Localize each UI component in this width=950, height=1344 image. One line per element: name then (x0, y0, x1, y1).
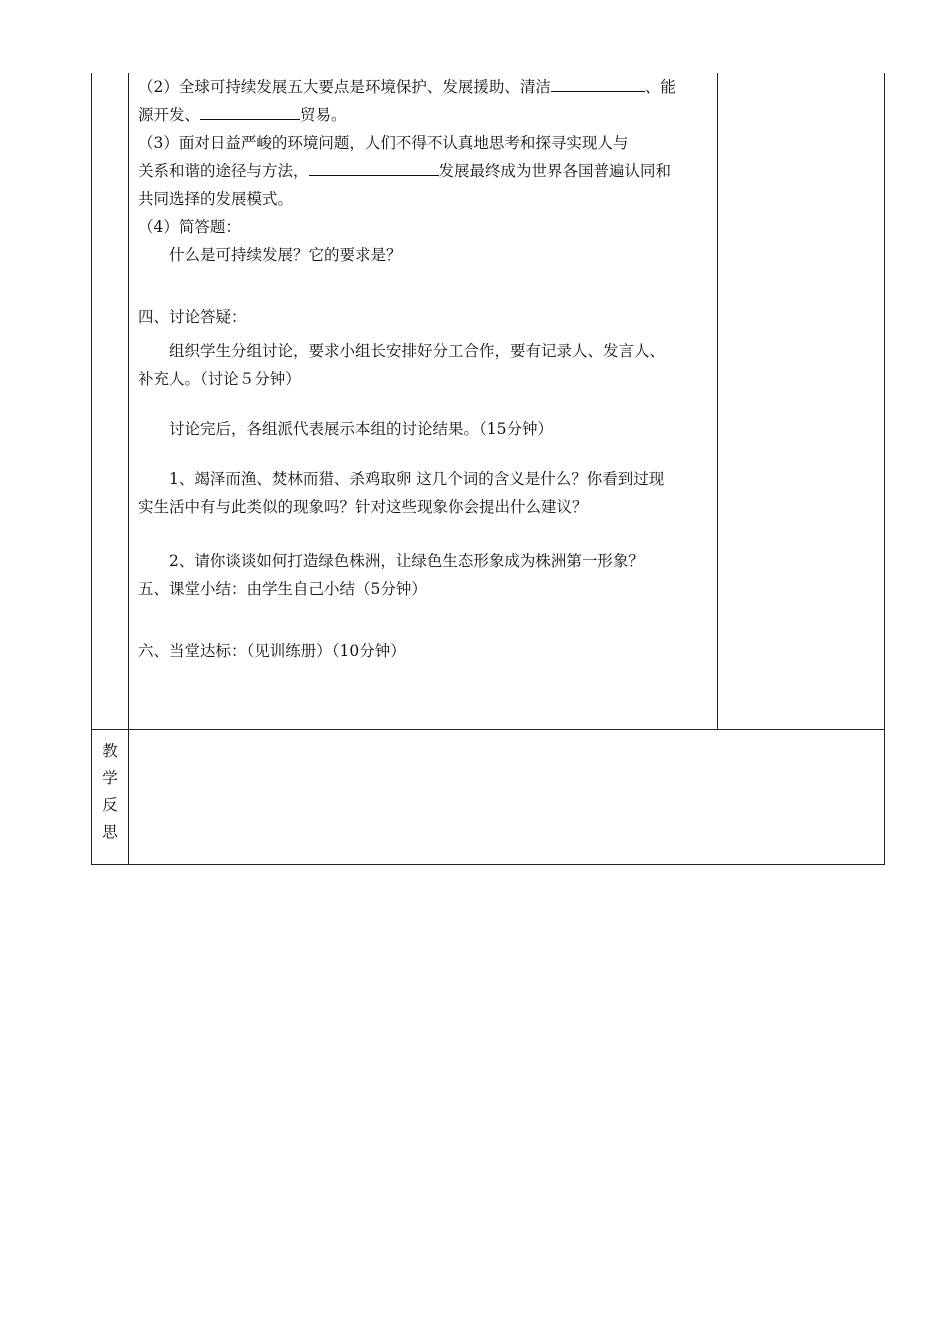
question-2-text: 源开发、 (138, 106, 201, 124)
reflection-char: 思 (102, 823, 118, 841)
question-3-line-2 (138, 157, 712, 185)
fill-blank-trade (200, 101, 300, 120)
table-bottom-border (91, 864, 885, 865)
lesson-content-cell (138, 73, 712, 665)
reflection-char: 教 (102, 742, 118, 760)
spacer (138, 393, 712, 415)
question-3-text: 发展最终成为世界各国普遍认同和 (438, 162, 672, 180)
discussion-presentation: 讨论完后，各组派代表展示本组的讨论结果。（15分钟） (169, 420, 553, 438)
question-3-line-1: （3）面对日益严峻的环境问题，人们不得不认真地思考和探寻实现人与 (138, 134, 629, 152)
discussion-item-1-line-1: 1、竭泽而渔、焚林而猎、杀鸡取卵 这几个词的含义是什么？你看到过现 (169, 470, 665, 488)
discussion-instructions-line-2: 补充人。（讨论５分钟） (138, 370, 301, 388)
spacer (138, 603, 712, 637)
table-notes-column-divider (717, 73, 718, 729)
question-2-line-2 (138, 101, 712, 129)
section-4-heading: 四、讨论答疑： (138, 308, 247, 326)
fill-blank-clean-energy (551, 73, 645, 92)
teaching-reflection-label (92, 738, 128, 846)
reflection-char: 学 (102, 769, 118, 787)
section-6-assessment: 六、当堂达标：（见训练册）（10分钟） (138, 642, 406, 660)
question-3-line-3: 共同选择的发展模式。 (138, 190, 294, 208)
section-5-summary: 五、课堂小结：由学生自己小结（5分钟） (138, 580, 427, 598)
question-2-text: （2）全球可持续发展五大要点是环境保护、发展援助、清洁 (138, 78, 551, 96)
teaching-reflection-cell (129, 730, 884, 864)
question-3-text: 关系和谐的途径与方法， (138, 162, 309, 180)
discussion-item-1-line-2: 实生活中有与此类似的现象吗？针对这些现象你会提出什么建议？ (138, 498, 588, 516)
reflection-char: 反 (102, 796, 118, 814)
fill-blank-sustainable (309, 157, 439, 176)
spacer (138, 443, 712, 465)
table-right-border (884, 73, 885, 865)
spacer (138, 269, 712, 303)
question-2-text: 贸易。 (300, 106, 347, 124)
question-2-text: 、能 (644, 78, 676, 96)
question-4-prompt: 什么是可持续发展？它的要求是？ (169, 246, 402, 264)
spacer (138, 521, 712, 547)
question-2-line-1 (138, 73, 712, 101)
question-4-title: （4）简答题： (138, 218, 241, 236)
discussion-instructions-line-1: 组织学生分组讨论，要求小组长安排好分工合作，要有记录人、发言人、 (169, 342, 666, 360)
discussion-item-2: 2、请你谈谈如何打造绿色株洲，让绿色生态形象成为株洲第一形象？ (169, 552, 644, 570)
